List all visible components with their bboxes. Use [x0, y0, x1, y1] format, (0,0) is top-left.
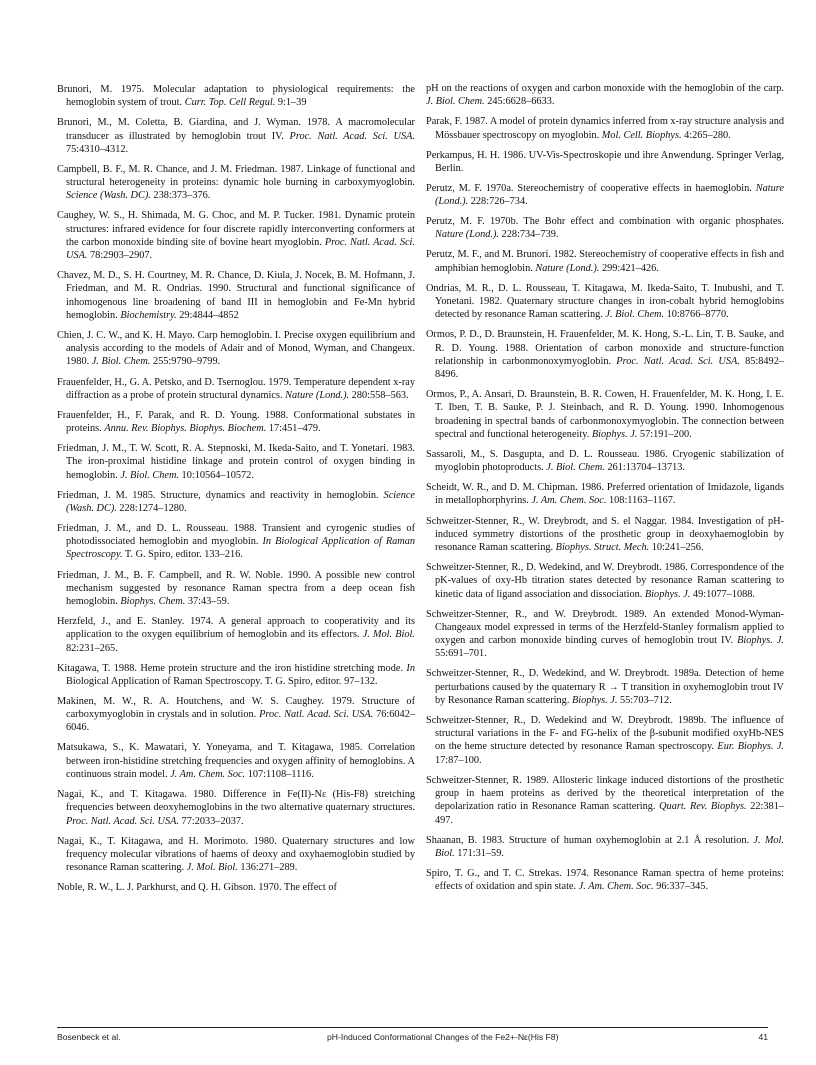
reference-journal: Nature (Lond.). — [435, 229, 499, 241]
reference-volume-pages: 37:43–59. — [185, 596, 230, 608]
reference-volume-pages: 82:231–265. — [66, 642, 118, 654]
reference-text: Kitagawa, T. 1988. Heme protein structure and the iron histidine stretching mode. — [57, 662, 407, 674]
reference-volume-pages: 280:558–563. — [349, 389, 409, 401]
reference-journal: Annu. Rev. Biophys. Biophys. Biochem. — [104, 423, 267, 435]
reference-volume-pages: 261:13704–13713. — [604, 462, 685, 474]
reference-entry — [57, 163, 415, 203]
reference-volume-pages: 136:271–289. — [237, 862, 298, 874]
reference-entry — [57, 209, 415, 262]
reference-journal: J. Biol. Chem. — [605, 309, 665, 321]
reference-text: Chavez, M. D., S. H. Courtney, M. R. Chance, D. Kiula, J. Nocek, B. M. Hofmann, J. Friedman, and M. R. Ondrias. 1990. Structural and functional significance of inhomogenous line broadening of band III in hemoglobin and Fe-Mn hybrid hemoglobin. — [57, 270, 415, 321]
reference-text: Matsukawa, S., K. Mawatari, Y. Yoneyama, and T. Kitagawa, 1985. Correlation between iron-histidine stretching frequencies and oxygen affinity of hemoglobins. A continuous strain model. — [57, 742, 415, 780]
reference-journal: Biophys. J. — [591, 428, 638, 440]
reference-volume-pages: 17:451–479. — [266, 423, 321, 435]
reference-journal: Nature (Lond.). — [535, 262, 600, 274]
reference-text: Parak, F. 1987. A model of protein dynamics inferred from x-ray structure analysis and Mössbauer spectroscopy on myoglobin. — [426, 116, 784, 141]
reference-volume-pages: 171:31–59. — [454, 847, 504, 859]
reference-entry — [57, 788, 415, 828]
reference-volume-pages: 108:1163–1167. — [606, 495, 676, 507]
reference-entry — [426, 115, 784, 142]
reference-text: Scheidt, W. R., and D. M. Chipman. 1986. Preferred orientation of Imidazole, ligands in metallophorphyrins. — [426, 482, 784, 507]
reference-entry — [57, 569, 415, 609]
reference-text: Herzfeld, J., and E. Stanley. 1974. A general approach to cooperativity and its application to the oxygen equilibrium of hemoglobin and its effectors. — [57, 616, 415, 641]
reference-text: Perutz, M. F. 1970b. The Bohr effect and combination with organic phosphates. — [426, 216, 784, 228]
reference-text: Spiro, T. G., and T. C. Strekas. 1974. Resonance Raman spectra of heme proteins: effects of oxidation and spin state. — [426, 867, 784, 893]
reference-journal: J. Biol. Chem. — [120, 469, 179, 481]
reference-entry — [426, 248, 784, 275]
reference-journal: J. Am. Chem. Soc. — [531, 495, 607, 507]
reference-text: Frauenfelder, H., F. Parak, and R. D. Young. 1988. Conformational substates in proteins. — [57, 409, 415, 435]
reference-entry — [57, 615, 415, 655]
reference-journal: Biophys. J. — [737, 635, 784, 647]
reference-entry — [57, 835, 415, 875]
reference-volume-pages: 55:691–701. — [435, 648, 487, 660]
reference-volume-pages: 107:1108–1116. — [245, 768, 314, 780]
reference-entry — [57, 881, 415, 894]
reference-volume-pages: 77:2033–2037. — [178, 815, 244, 827]
reference-text: Ondrias, M. R., D. L. Rousseau, T. Kitagawa, M. Ikeda-Saito, T. Inubushi, and T. Yonetani. 1982. Quaternary structure changes in iron-cobalt hybrid hemoglobins detected by resonance Raman scattering. — [426, 282, 784, 321]
reference-entry — [426, 834, 784, 861]
reference-volume-pages: 228:726–734. — [468, 196, 528, 208]
reference-volume-pages: 29:4844–4852 — [176, 309, 239, 321]
reference-text: Ormos, P. D., D. Braunstein, H. Frauenfelder, M. K. Hong, S.-L. Lin, T. B. Sauke, and R. D. Young. 1988. Orientation of carbon monoxide and structure-function relationship in carbonmonoxymyoglobin. — [426, 329, 784, 367]
reference-volume-pages: 57:191–200. — [637, 428, 692, 440]
reference-entry — [426, 149, 784, 176]
reference-journal: Nature (Lond.). — [285, 389, 350, 401]
reference-text: Shaanan, B. 1983. Structure of human oxyhemoglobin at 2.1 Å resolution. — [426, 834, 754, 846]
reference-entry — [426, 561, 784, 601]
reference-text: Schweitzer-Stenner, R., and W. Dreybrodt. 1989. An extended Monod-Wyman-Changeaux model expressed in terms of the Herzfeld-Stanley formalism applied to oxygen and carbon monoxide binding curves of hemoglobin trout IV. — [426, 608, 784, 647]
reference-entry — [426, 448, 784, 475]
reference-text: Friedman, J. M., and D. L. Rousseau. 1988. Transient and cyrogenic studies of photodissociated hemoglobin and myoglobin. — [57, 522, 415, 548]
reference-volume-pages: T. G. Spiro, editor. 133–216. — [122, 549, 243, 561]
reference-volume-pages: 10:8766–8770. — [664, 309, 729, 321]
reference-text: Frauenfelder, H., G. A. Petsko, and D. Tsernoglou. 1979. Temperature dependent x-ray diffraction as a probe of protein structural dynamics. — [57, 376, 415, 401]
reference-entry — [57, 489, 415, 516]
reference-journal: Proc. Natl. Acad. Sci. USA. — [66, 815, 179, 827]
reference-text: Sassaroli, M., S. Dasgupta, and D. L. Rousseau. 1986. Cryogenic stabilization of myoglobin photoproducts. — [426, 448, 784, 474]
reference-journal: Quart. Rev. Biophys. — [659, 801, 747, 813]
reference-text: Friedman, J. M., B. F. Campbell, and R. W. Noble. 1990. A possible new control mechanism suggested by resonance Raman spectra from a deep ocean fish hemoglobin. — [57, 569, 415, 608]
reference-volume-pages: 78:2903–2907. — [87, 250, 153, 262]
reference-journal: Biophys. Chem. — [120, 596, 186, 608]
reference-volume-pages: 4:265–280. — [681, 129, 731, 141]
reference-entry — [57, 269, 415, 322]
reference-journal: J. Biol. Chem. — [426, 96, 485, 108]
reference-entry — [426, 282, 784, 322]
reference-volume-pages: 10:10564–10572. — [178, 469, 254, 481]
reference-volume-pages: 9:1–39 — [275, 97, 307, 109]
reference-entry — [426, 714, 784, 767]
reference-text: Makinen, M. W., R. A. Houtchens, and W. S. Caughey. 1979. Structure of carboxymyoglobin in crystals and in solution. — [57, 695, 415, 721]
reference-entry — [426, 667, 784, 707]
reference-journal: Biochemistry. — [120, 309, 177, 321]
page-number: 41 — [758, 1032, 768, 1042]
reference-journal: J. Biol. Chem. — [546, 462, 605, 474]
reference-journal: Proc. Natl. Acad. Sci. USA. — [66, 236, 415, 262]
reference-journal: J. Am. Chem. Soc. — [578, 881, 654, 893]
reference-volume-pages: 17:87–100. — [435, 754, 482, 766]
reference-entry — [426, 328, 784, 381]
reference-text: Friedman, J. M., T. W. Scott, R. A. Stepnoski, M. Ikeda-Saito, and T. Yonetari. 1983. The iron-proximal histidine linkage and protein control of oxygen binding in hemoglobin. — [57, 443, 415, 481]
reference-entry — [57, 329, 415, 369]
reference-text: Chien, J. C. W., and K. H. Mayo. Carp hemoglobin. I. Precise oxygen equilibrium and analysis according to the models of Adair and of Monod, Wyman, and Changeux. 1980. — [57, 329, 415, 368]
reference-entry — [57, 741, 415, 781]
reference-text: Nagai, K., and T. Kitagawa. 1980. Difference in Fe(II)-Nε (His-F8) stretching frequencies between deoxyhemoglobins in the two alternative quaternary structures. — [57, 789, 415, 814]
reference-volume-pages: 76:6042–6046. — [66, 709, 416, 734]
reference-entry — [426, 481, 784, 508]
reference-entry — [426, 182, 784, 209]
reference-journal: Science (Wash. DC). — [66, 190, 151, 202]
reference-volume-pages: 228:1274–1280. — [116, 502, 187, 514]
reference-journal: Eur. Biophys. J. — [717, 741, 784, 753]
reference-volume-pages: 55:703–712. — [617, 694, 672, 706]
reference-volume-pages: 255:9790–9799. — [150, 356, 221, 368]
reference-volume-pages: 75:4310–4312. — [66, 143, 129, 155]
reference-volume-pages: Biological Application of Raman Spectroscopy. T. G. Spiro, editor. 97–132. — [66, 675, 378, 687]
reference-text: Friedman, J. M. 1985. Structure, dynamics and reactivity in hemoglobin. — [57, 489, 384, 501]
reference-text: Schweitzer-Stenner, R., D. Wedekind and W. Dreybrodt. 1989b. The influence of structural variations in the F- and FG-helix of the β-subunit modified oxyHb-NES on the heme structure detected by resonance Raman spectroscopy. — [426, 714, 784, 753]
reference-journal: J. Am. Chem. Soc. — [170, 768, 246, 780]
reference-volume-pages: 299:421–426. — [599, 262, 659, 274]
reference-journal: Biophys. J. — [644, 588, 691, 600]
reference-entry — [57, 376, 415, 403]
reference-entry — [426, 215, 784, 242]
reference-text: Schweitzer-Stenner, R., W. Dreybrodt, and S. el Naggar. 1984. Investigation of pH-induced symmetry distortions of the prosthetic group in deoxyhaemoglobin by resonance Raman scattering. — [426, 515, 784, 554]
reference-journal: Nature (Lond.). — [435, 182, 784, 208]
reference-volume-pages: 228:734–739. — [498, 229, 559, 241]
references-right-column — [426, 82, 784, 900]
footer-author: Bosenbeck et al. — [57, 1032, 121, 1042]
reference-journal: J. Mol. Biol. — [435, 834, 784, 859]
reference-entry — [426, 774, 784, 827]
reference-text: Caughey, W. S., H. Shimada, M. G. Choc, and M. P. Tucker. 1981. Dynamic protein structures: infrared evidence for four discrete rapidly interconverting conformers at the carbon monoxide binding site of bovine heart myoglobin. — [57, 210, 415, 248]
reference-journal: In — [406, 662, 415, 674]
reference-entry — [426, 867, 784, 894]
reference-volume-pages: 22:381–497. — [435, 801, 785, 826]
reference-entry — [57, 442, 415, 482]
reference-journal: Biophys. J. — [571, 694, 618, 706]
reference-journal: Science (Wash. DC). — [66, 489, 415, 514]
reference-text: Nagai, K., T. Kitagawa, and H. Morimoto. 1980. Quaternary structures and low frequency molecular vibrations of haems of deoxy and oxyhaemoglobin studied by resonance Raman scattering. — [57, 835, 415, 874]
reference-entry — [426, 82, 784, 109]
reference-journal: Biophys. Struct. Mech. — [555, 542, 650, 554]
reference-volume-pages: 85:8492–8496. — [435, 355, 785, 381]
reference-journal: Proc. Natl. Acad. Sci. USA. — [289, 130, 415, 142]
reference-text: Perutz, M. F., and M. Brunori. 1982. Stereochemistry of cooperative effects in fish and amphibian hemoglobin. — [426, 249, 784, 274]
reference-journal: Proc. Natl. Acad. Sci. USA. — [616, 355, 740, 367]
footer-running-title: pH-Induced Conformational Changes of the Fe2+-Nε(His F8) — [327, 1032, 559, 1042]
reference-volume-pages: 245:6628–6633. — [484, 96, 555, 108]
references-left-column — [57, 83, 415, 901]
reference-volume-pages: 238:373–376. — [150, 190, 211, 202]
reference-entry — [57, 662, 415, 689]
page-footer — [57, 1027, 768, 1042]
reference-text: Brunori, M., M. Coletta, B. Giardina, and J. Wyman. 1978. A macromolecular transducer as illustrated by hemoglobin trout IV. — [57, 117, 415, 142]
reference-entry — [57, 522, 415, 562]
reference-text: Schweitzer-Stenner, R. 1989. Allosteric linkage induced distortions of the prosthetic group in haem proteins as derived by the theoretical interpretation of the depolarization ratio in Resonance Raman scattering. — [426, 774, 784, 813]
reference-journal: In Biological Application of Raman Spectroscopy. — [66, 536, 416, 561]
reference-journal: Mol. Cell. Biophys. — [601, 129, 682, 141]
reference-volume-pages: 49:1077–1088. — [690, 588, 756, 600]
reference-entry — [57, 695, 415, 735]
reference-entry — [57, 116, 415, 156]
reference-text: Schweitzer-Stenner, R., D. Wedekind, and W. Dreybrodt. 1989a. Detection of heme perturbations caused by the quaternary R → T transition in oxyhemoglobin trout IV by Resonance Raman scattering. — [426, 668, 784, 706]
reference-volume-pages: 10:241–256. — [649, 542, 704, 554]
reference-entry — [57, 409, 415, 436]
reference-text: Perutz, M. F. 1970a. Stereochemistry of cooperative effects in haemoglobin. — [426, 182, 756, 194]
reference-text: Schweitzer-Stenner, R., D. Wedekind, and W. Dreybrodt. 1986. Correspondence of the pK-values of oxy-Hb titration states detected by resonance Raman scattering to kinetic data of ligand association and dissociation. — [426, 562, 784, 600]
reference-entry — [57, 83, 415, 110]
reference-journal: Curr. Top. Cell Regul. — [184, 97, 276, 109]
reference-text: Brunori, M. 1975. Molecular adaptation to physiological requirements: the hemoglobin system of trout. — [57, 84, 415, 109]
reference-text: Ormos, P., A. Ansari, D. Braunstein, B. R. Cowen, H. Frauenfelder, M. K. Hong, I. E. T. Iben, T. B. Sauke, P. J. Steinbach, and R. D. Young. 1990. Inhomogenous broadening in spectral bands of carbonmonoxymyoglobin. The connection between spectral and functional heterogeneity. — [426, 389, 784, 440]
reference-journal: J. Mol. Biol. — [362, 629, 415, 641]
reference-volume-pages: 96:337–345. — [653, 881, 709, 893]
reference-journal: J. Biol. Chem. — [91, 356, 151, 368]
reference-text: Perkampus, H. H. 1986. UV-Vis-Spectroskopie und ihre Anwendung. Springer Verlag, Berlin. — [426, 149, 784, 174]
reference-journal: Proc. Natl. Acad. Sci. USA. — [259, 709, 374, 721]
reference-entry — [426, 515, 784, 555]
reference-text: pH on the reactions of oxygen and carbon monoxide with the hemoglobin of the carp. — [426, 83, 784, 94]
reference-text: Campbell, B. F., M. R. Chance, and J. M. Friedman. 1987. Linkage of functional and structural heterogeneity in proteins: dynamic hole burning in carboxymyoglobin. — [57, 163, 415, 189]
reference-text: Noble, R. W., L. J. Parkhurst, and Q. H. Gibson. 1970. The effect of — [57, 882, 337, 894]
reference-journal: J. Mol. Biol. — [186, 862, 238, 874]
reference-entry — [426, 388, 784, 441]
reference-entry — [426, 608, 784, 661]
